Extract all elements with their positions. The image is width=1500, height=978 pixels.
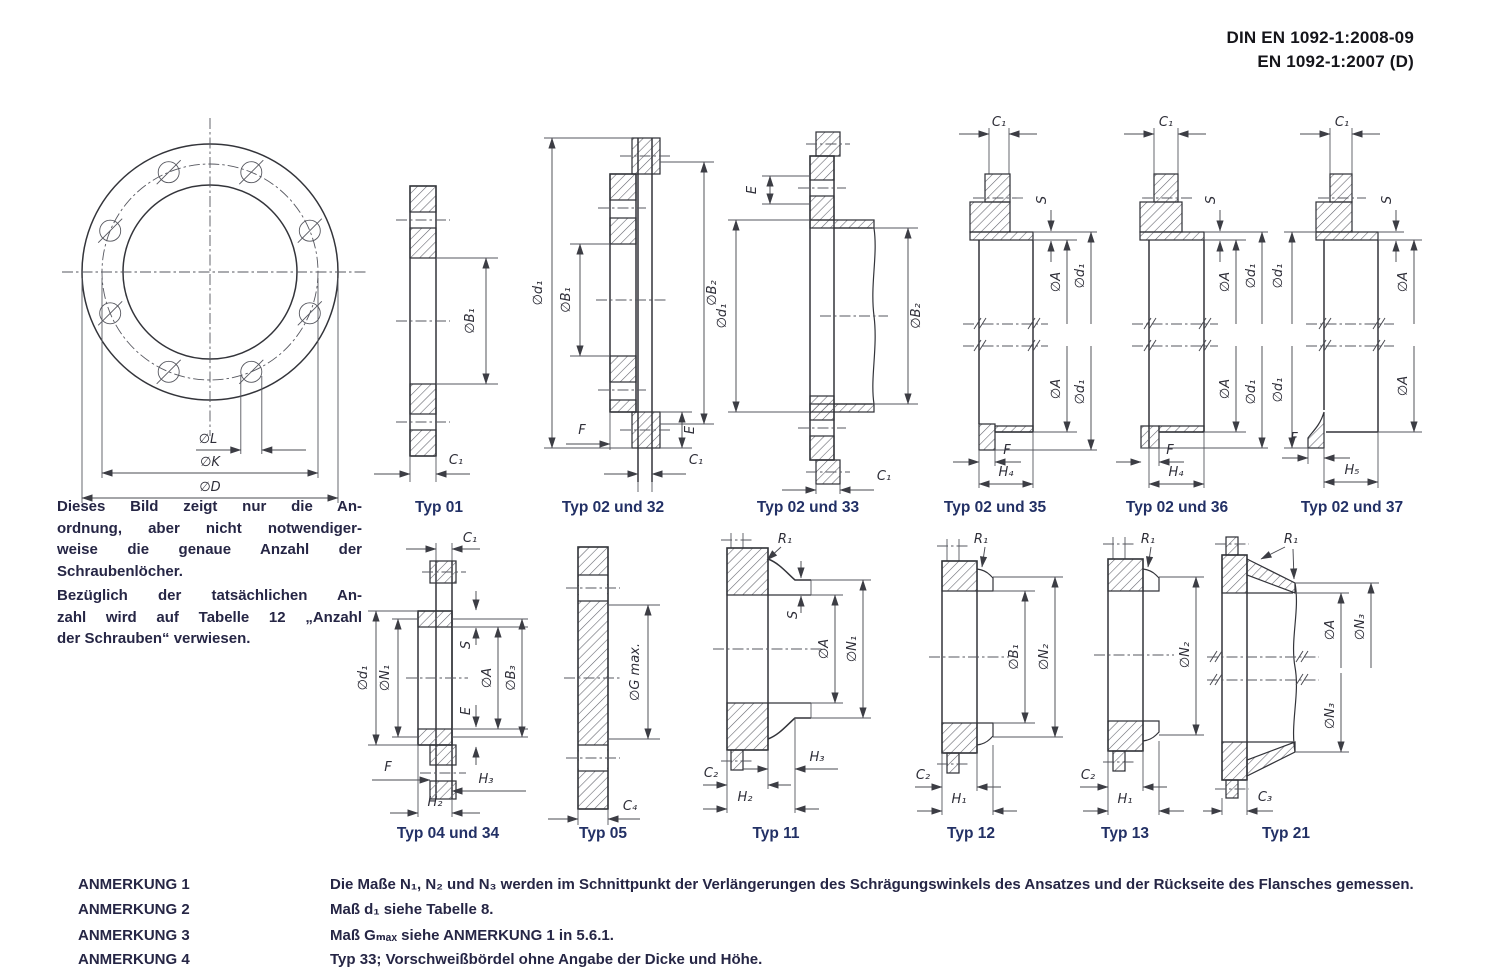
caption-typ-02-36: Typ 02 und 36 [1125, 499, 1229, 516]
dim-label-a: ∅A [1218, 378, 1233, 400]
dim-label-c3: C₃ [1257, 790, 1273, 805]
dim-label-d1: ∅d₁ [531, 280, 546, 306]
figure-typ-02-33 [712, 116, 942, 500]
anmerkung-4-label: ANMERKUNG 4 [78, 951, 190, 968]
dim-label-d1: ∅d₁ [1073, 379, 1088, 405]
anmerkung-3 [78, 926, 1414, 951]
anmerkung-3-label: ANMERKUNG 3 [78, 927, 190, 944]
anmerkung-2-label: ANMERKUNG 2 [78, 901, 190, 918]
dim-label-n3: ∅N₃ [1353, 613, 1368, 641]
caption-typ-12: Typ 12 [947, 825, 995, 842]
note-line: der Schrauben“ verwiesen. [57, 630, 251, 647]
dim-label-d1: ∅d₁ [1271, 263, 1286, 289]
caption-typ-11: Typ 11 [752, 825, 800, 842]
dim-label-r1: R₁ [1140, 532, 1156, 547]
note-line: Dieses Bild zeigt nur die An- [57, 498, 362, 515]
dim-label-h1: H₁ [951, 792, 967, 807]
dim-label-c1: C₁ [1334, 115, 1350, 130]
dim-label-b1: ∅B₁ [1007, 644, 1022, 670]
dim-label-h3: H₃ [809, 750, 825, 765]
figure-typ-05 [548, 533, 713, 823]
dim-label-a: ∅A [1049, 271, 1064, 293]
note-line: zahl wird auf Tabelle 12 „Anzahl [57, 608, 362, 626]
anmerkung-1 [78, 876, 1414, 901]
dim-label-c4: C₄ [622, 799, 638, 814]
dim-label-h2: H₂ [427, 795, 443, 810]
dim-label-h2: H₂ [737, 790, 753, 805]
dim-label-a: ∅A [817, 638, 832, 660]
anmerkung-1-label: ANMERKUNG 1 [78, 876, 190, 893]
caption-typ-02-32: Typ 02 und 32 [561, 499, 665, 516]
dim-label-r1: R₁ [777, 532, 793, 547]
dim-label-s: S [459, 640, 474, 650]
dim-label-f: F [384, 760, 392, 775]
dim-label-f: F [578, 423, 586, 438]
figure-typ-01 [368, 116, 518, 500]
dim-label-L: ∅L [198, 432, 218, 447]
caption-typ-04-34: Typ 04 und 34 [396, 825, 500, 842]
dim-label-d1: ∅d₁ [356, 665, 371, 691]
dim-label-b1: ∅B₁ [463, 308, 478, 334]
dim-label-d1: ∅d₁ [715, 303, 730, 329]
figure-typ-02-32 [518, 116, 733, 500]
dim-label-a: ∅A [1396, 375, 1411, 397]
anmerkung-1-text: Die Maße N₁, N₂ und N₃ werden im Schnittpunkt der Verlängerungen des Schrägungswinkels des Ansatzes und der Rückseite des Flansches gemessen. [330, 876, 1414, 893]
dim-label-s: S [1035, 195, 1050, 205]
dim-label-c1: C₁ [462, 531, 478, 546]
front-view-note [57, 496, 362, 650]
dim-label-c1: C₁ [1158, 115, 1174, 130]
dim-label-c1: C₁ [876, 469, 892, 484]
dim-label-h1: H₁ [1117, 792, 1133, 807]
dim-label-D: ∅D [199, 480, 221, 495]
caption-typ-13: Typ 13 [1101, 825, 1149, 842]
dim-label-n2: ∅N₂ [1037, 643, 1052, 671]
caption-typ-05: Typ 05 [579, 825, 627, 842]
figure-typ-11 [703, 532, 931, 823]
dim-label-r1: R₁ [973, 532, 989, 547]
anmerkung-4-text: Typ 33; Vorschweißbördel ohne Angabe der Dicke und Höhe. [330, 951, 763, 968]
dim-label-e: E [745, 185, 760, 195]
dim-label-h5: H₅ [1344, 463, 1360, 478]
dim-label-a: ∅A [1323, 619, 1338, 641]
dim-label-f: F [1003, 443, 1011, 458]
dim-label-n1: ∅N₁ [845, 635, 860, 663]
anmerkungen-block [78, 876, 1414, 976]
dim-label-n3: ∅N₃ [1323, 702, 1338, 730]
dim-label-f: F [1166, 443, 1174, 458]
anmerkung-3-text: Maß Gₘₐₓ siehe ANMERKUNG 1 in 5.6.1. [330, 927, 614, 944]
dim-label-b2: ∅B₂ [705, 280, 720, 306]
dim-label-c1: C₁ [448, 453, 464, 468]
note-line: weise die genaue Anzahl der [57, 541, 362, 558]
dim-label-e: E [683, 425, 698, 435]
dim-label-K: ∅K [200, 455, 220, 470]
dim-label-h4: H₄ [1168, 465, 1184, 480]
dim-label-c1: C₁ [991, 115, 1007, 130]
header-line-1: DIN EN 1092-1:2008-09 [1226, 28, 1414, 47]
figure-typ-02-37 [1256, 114, 1491, 500]
dim-label-r1: R₁ [1283, 532, 1299, 547]
figure-flange-front-view [48, 104, 382, 512]
anmerkung-4 [78, 951, 1414, 976]
dim-label-n2: ∅N₂ [1178, 641, 1193, 669]
dim-label-c2: C₂ [915, 768, 931, 783]
dim-label-d1: ∅d₁ [1244, 263, 1259, 289]
dim-label-c2: C₂ [1080, 768, 1096, 783]
dim-label-s: S [1204, 195, 1219, 205]
anmerkung-2 [78, 901, 1414, 926]
dim-label-s: S [786, 610, 801, 620]
dim-label-n1: ∅N₁ [378, 664, 393, 692]
dim-label-h3: H₃ [478, 772, 494, 787]
dim-label-d1: ∅d₁ [1073, 263, 1088, 289]
caption-typ-02-35: Typ 02 und 35 [943, 499, 1047, 516]
dim-label-c1: C₁ [688, 453, 704, 468]
dim-label-d1: ∅d₁ [1271, 377, 1286, 403]
dim-label-a: ∅A [1218, 271, 1233, 293]
dim-label-h4: H₄ [998, 465, 1014, 480]
caption-typ-02-37: Typ 02 und 37 [1300, 499, 1404, 516]
dim-label-d1: ∅d₁ [1244, 379, 1259, 405]
dim-label-a: ∅A [1396, 271, 1411, 293]
header-line-2: EN 1092-1:2007 (D) [1257, 52, 1414, 71]
document-header [1226, 26, 1414, 74]
dim-label-a: ∅A [480, 667, 495, 689]
dim-label-g-max: ∅G max. [628, 643, 643, 701]
dim-label-f: F [1290, 431, 1298, 446]
dim-label-s: S [1380, 195, 1395, 205]
bolt-holes [98, 160, 322, 384]
dim-label-b2: ∅B₂ [909, 303, 924, 329]
dim-label-a: ∅A [1049, 378, 1064, 400]
dim-label-b3: ∅B₃ [504, 665, 519, 691]
note-line: Bezüglich der tatsächlichen An- [57, 587, 362, 604]
dim-label-c2: C₂ [703, 766, 719, 781]
anmerkung-2-text: Maß d₁ siehe Tabelle 8. [330, 901, 494, 918]
note-line: Schraubenlöcher. [57, 562, 183, 580]
note-line: ordnung, aber nicht notwendiger- [57, 519, 362, 537]
dim-label-e: E [459, 706, 474, 716]
figure-typ-21 [1203, 533, 1448, 823]
caption-typ-01: Typ 01 [415, 499, 463, 516]
dim-label-b1: ∅B₁ [559, 287, 574, 313]
caption-typ-21: Typ 21 [1262, 825, 1310, 842]
caption-typ-02-33: Typ 02 und 33 [756, 499, 860, 516]
